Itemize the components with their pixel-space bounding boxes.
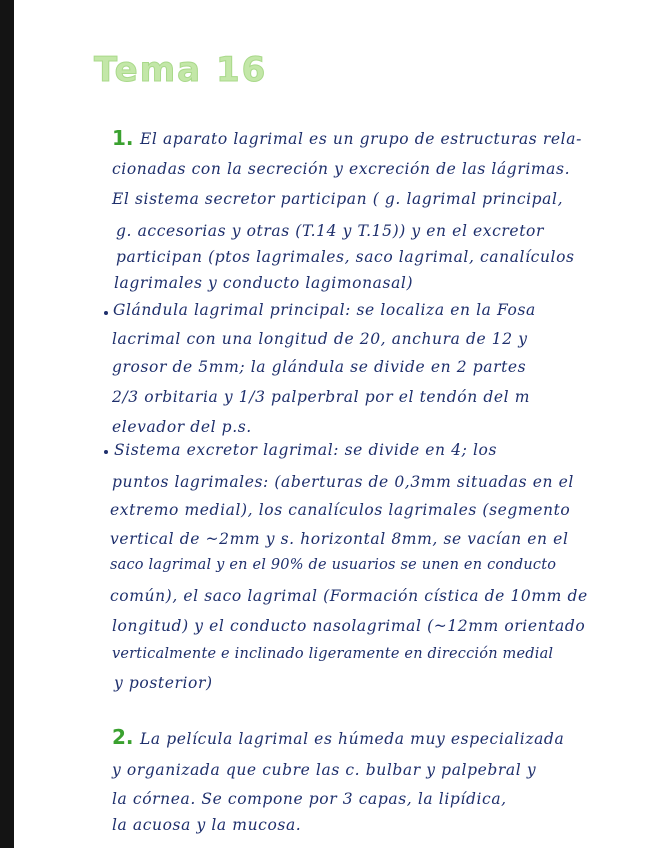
text-line: y organizada que cubre las c. bulbar y palpebral y [112,761,537,779]
bullet-icon [104,311,108,315]
text-line: lacrimal con una longitud de 20, anchura de 12 y [112,330,528,348]
text-line: lagrimales y conducto lagimonasal) [114,274,414,292]
text-line: g. accesorias y otras (T.14 y T.15)) y en el excretor [116,222,544,240]
text-line: El sistema secretor participan ( g. lagrimal principal, [112,190,564,208]
bullet-icon [104,450,108,454]
notebook-page [14,0,655,848]
text-line: El aparato lagrimal es un grupo de estructuras rela- [140,130,582,148]
page-title: Tema 16 [94,50,268,90]
text-line: vertical de ~2mm y s. horizontal 8mm, se vacían en el [110,530,569,548]
text-line: puntos lagrimales: (aberturas de 0,3mm situadas en el [112,473,574,491]
text-line: común), el saco lagrimal (Formación cística de 10mm de [110,587,588,605]
text-line: La película lagrimal es húmeda muy especializada [140,730,565,748]
text-line: la córnea. Se compone por 3 capas, la lipídica, [112,790,507,808]
section-number: 1. [112,126,134,150]
text-line: Sistema excretor lagrimal: se divide en 4; los [114,441,498,459]
text-line: extremo medial), los canalículos lagrimales (segmento [110,501,571,519]
text-line: la acuosa y la mucosa. [112,816,302,834]
text-line: y posterior) [114,674,213,692]
text-line: cionadas con la secreción y excreción de las lágrimas. [112,160,571,178]
text-line: verticalmente e inclinado ligeramente en dirección medial [112,646,554,662]
text-line: participan (ptos lagrimales, saco lagrimal, canalículos [116,248,575,266]
text-line: longitud) y el conducto nasolagrimal (~12mm orientado [112,617,586,635]
text-line: Glándula lagrimal principal: se localiza en la Fosa [113,301,536,319]
text-line: saco lagrimal y en el 90% de usuarios se unen en conducto [110,557,557,573]
section-number: 2. [112,725,134,749]
text-line: grosor de 5mm; la glándula se divide en 2 partes [112,358,527,376]
page-binding-edge [0,0,14,848]
text-line: elevador del p.s. [112,418,252,436]
text-line: 2/3 orbitaria y 1/3 palperbral por el tendón del m [112,388,531,406]
